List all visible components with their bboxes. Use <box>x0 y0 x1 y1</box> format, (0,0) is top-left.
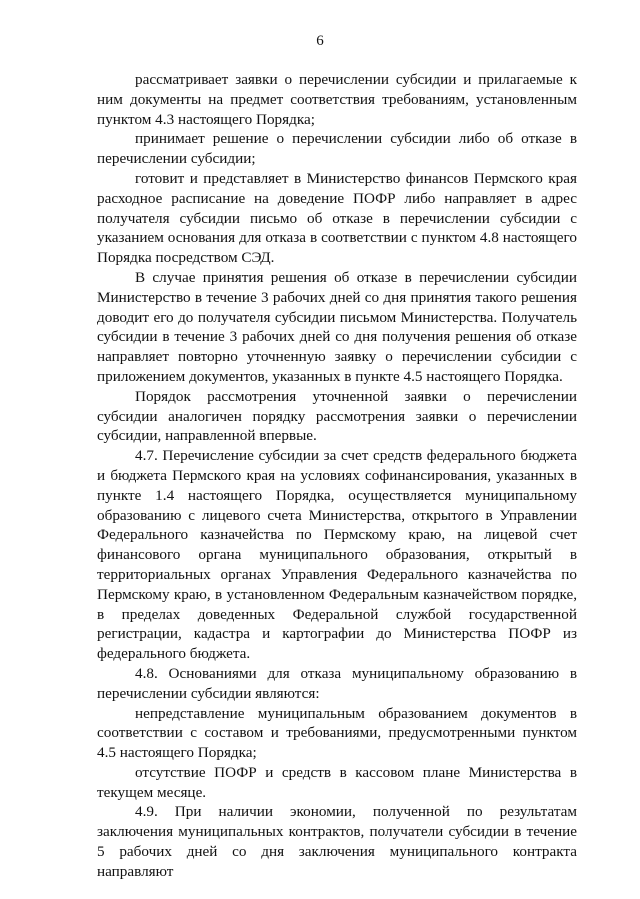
document-body <box>97 70 577 882</box>
paragraph-review-applications: рассматривает заявки о перечислении субсидии и прилагаемые к ним документы на предмет соответствия требованиям, установленным пунктом 4.3 настоящего Порядка; <box>97 71 577 128</box>
paragraph-4-7: 4.7. Перечисление субсидии за счет средств федерального бюджета и бюджета Пермского края на условиях софинансирования, указанных в пункте 1.4 настоящего Порядка, осуществляется муниципальному образованию с лицевого счета Министерства, открытого в Управлении Федерального казначейства по Пермскому краю, на лицевой счет финансового органа муниципального образования, открытый в территориальных органах Управления Федерального казначейства по Пермскому краю, в установленном Федеральным казначейством порядке, в пределах доведенных Федеральной службой государственной регистрации, кадастра и картографии до Министерства ПОФР из федерального бюджета. <box>97 447 577 663</box>
paragraph-non-submission: непредставление муниципальным образованием документов в соответствии с составом и требованиями, предусмотренными пунктом 4.5 настоящего Порядка; <box>97 704 577 762</box>
paragraph-4-9: 4.9. При наличии экономии, полученной по результатам заключения муниципальных контрактов, получатели субсидии в течение 5 рабочих дней со дня заключения муниципального контракта направляют <box>97 803 577 880</box>
paragraph-absence-pofr: отсутствие ПОФР и средств в кассовом плане Министерства в текущем месяце. <box>97 763 577 801</box>
paragraph-review-order: Порядок рассмотрения уточненной заявки о перечислении субсидии аналогичен порядку рассмотрения заявки о перечислении субсидии, направленной впервые. <box>97 387 577 445</box>
page-number: 6 <box>316 33 324 49</box>
paragraph-decision: принимает решение о перечислении субсидии либо об отказе в перечислении субсидии; <box>97 130 577 168</box>
paragraph-4-8: 4.8. Основаниями для отказа муниципальному образованию в перечислении субсидии являются: <box>97 664 577 702</box>
paragraph-refusal-case: В случае принятия решения об отказе в перечислении субсидии Министерство в течение 3 рабочих дней со дня принятия такого решения доводит его до получателя субсидии письмом Министерства. Получатель субсидии в течение 3 рабочих дней со дня получения решения об отказе направляет повторно уточненную заявку о перечислении субсидии с приложением документов, указанных в пункте 4.5 настоящего Порядка. <box>97 268 577 385</box>
paragraph-prepare-schedule: готовит и представляет в Министерство финансов Пермского края расходное расписание на доведение ПОФР либо направляет в адрес получателя субсидии письмо об отказе в перечислении субсидии с указанием основания для отказа в соответствии с пунктом 4.8 настоящего Порядка посредством СЭД. <box>97 169 577 267</box>
